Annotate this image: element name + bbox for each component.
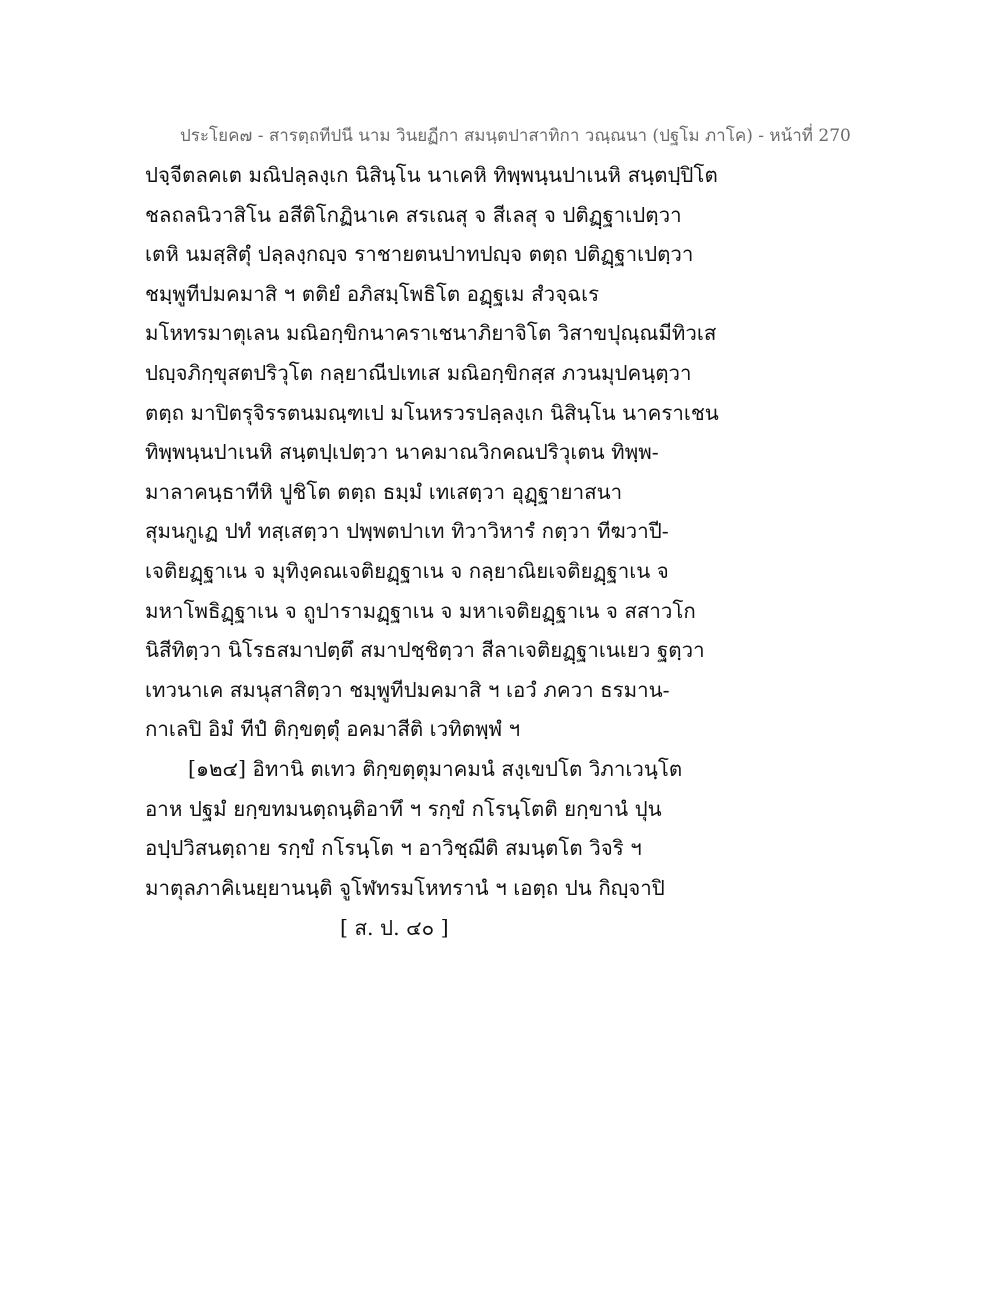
text-line: กาเลปิ อิมํ ทีปํ ติกฺขตฺตุํ อคมาสีติ เวทิตพฺพํ ฯ	[145, 717, 521, 742]
text-line: ชลถลนิวาสิโน อสีติโกฏินาเค สรเณสุ จ สีเลสุ จ ปติฏฺฐาเปตฺวา	[145, 202, 682, 227]
text-line: มโหทรมาตุเลน มณิอกฺขิกนาคราเชนาภิยาจิโต วิสาขปุณฺณมีทิวเส	[145, 321, 717, 346]
text-line: ปจฺจีตลคเต มณิปลฺลงฺเก นิสินฺโน นาเคหิ ทิพฺพนฺนปาเนหิ สนฺตปฺปิโต	[145, 163, 718, 187]
text-line: ชมฺพูทีปมคมาสิ ฯ ตติยํ อภิสมฺโพธิโต อฏฺฐเม สํวจฺฉเร	[145, 281, 600, 306]
running-head: ประโยค๗ - สารตฺถทีปนี นาม วินยฏีกา สมนฺตปาสาทิกา วณฺณนา (ปฐโม ภาโค) - หน้าที่ 270	[180, 126, 851, 146]
text-line: อาห ปฐมํ ยกฺขทมนตฺถนฺติอาทึ ฯ รกฺขํ กโรนฺโตติ ยกฺขานํ ปุน	[145, 796, 662, 821]
text-line: สุมนกูเฏ ปทํ ทสฺเสตฺวา ปพฺพตปาเท ทิวาวิหารํ กตฺวา ทีฆวาปี-	[145, 519, 669, 544]
text-line: มาตุลภาคิเนยฺยานนฺติ จูโฬทรมโหทรานํ ฯ เอตฺถ ปน กิญฺจาปิ	[145, 875, 665, 900]
text-line: อปฺปวิสนตฺถาย รกฺขํ กโรนฺโต ฯ อาวิชฺฌีติ สมนฺตโต วิจริ ฯ	[145, 836, 642, 861]
text-line: มาลาคนฺธาทีหิ ปูชิโต ตตฺถ ธมฺมํ เทเสตฺวา อุฏฺฐายาสนา	[145, 479, 623, 504]
text-line: ทิพฺพนฺนปาเนหิ สนฺตปฺเปตฺวา นาคมาณวิกคณปริวุเตน ทิพฺพ-	[145, 440, 659, 465]
text-line: เทวนาเค สมนุสาสิตฺวา ชมฺพูทีปมคมาสิ ฯ เอวํ ภควา ธรมาน-	[145, 677, 670, 702]
text-line: นิสีทิตฺวา นิโรธสมาปตฺตึ สมาปชฺชิตฺวา สีลาเจติยฏฺฐาเนเยว ฐตฺวา	[145, 638, 705, 663]
paragraph-start-line: [๑๒๔] อิทานิ ตเทว ติกฺขตฺตุมาคมนํ สงฺเขปโต วิภาเวนฺโต	[188, 756, 683, 781]
text-line: ปญฺจภิกฺขุสตปริวุโต กลฺยาณีปเทเส มณิอกฺขิกสฺส ภวนมุปคนฺตฺวา	[145, 360, 692, 385]
text-line: เจติยฏฺฐาเน จ มุทิงฺคณเจติยฏฺฐาเน จ กลฺยาณิยเจติยฏฺฐาเน จ	[145, 558, 669, 583]
text-line: ตตฺถ มาปิตรุจิรรตนมณฺฑเป มโนหรวรปลฺลงฺเก นิสินฺโน นาคราเชน	[145, 400, 719, 425]
text-line: มหาโพธิฏฺฐาเน จ ถูปารามฏฺฐาเน จ มหาเจติยฏฺฐาเน จ สสาวโก	[145, 598, 696, 623]
text-line: เตหิ นมสฺสิตุํ ปลฺลงฺกญฺจ ราชายตนปาทปญฺจ ตตฺถ ปติฏฺฐาเปตฺวา	[145, 242, 694, 267]
body-text	[145, 156, 719, 908]
page-reference-note: [ ส. ป. ๔๐ ]	[340, 916, 449, 940]
